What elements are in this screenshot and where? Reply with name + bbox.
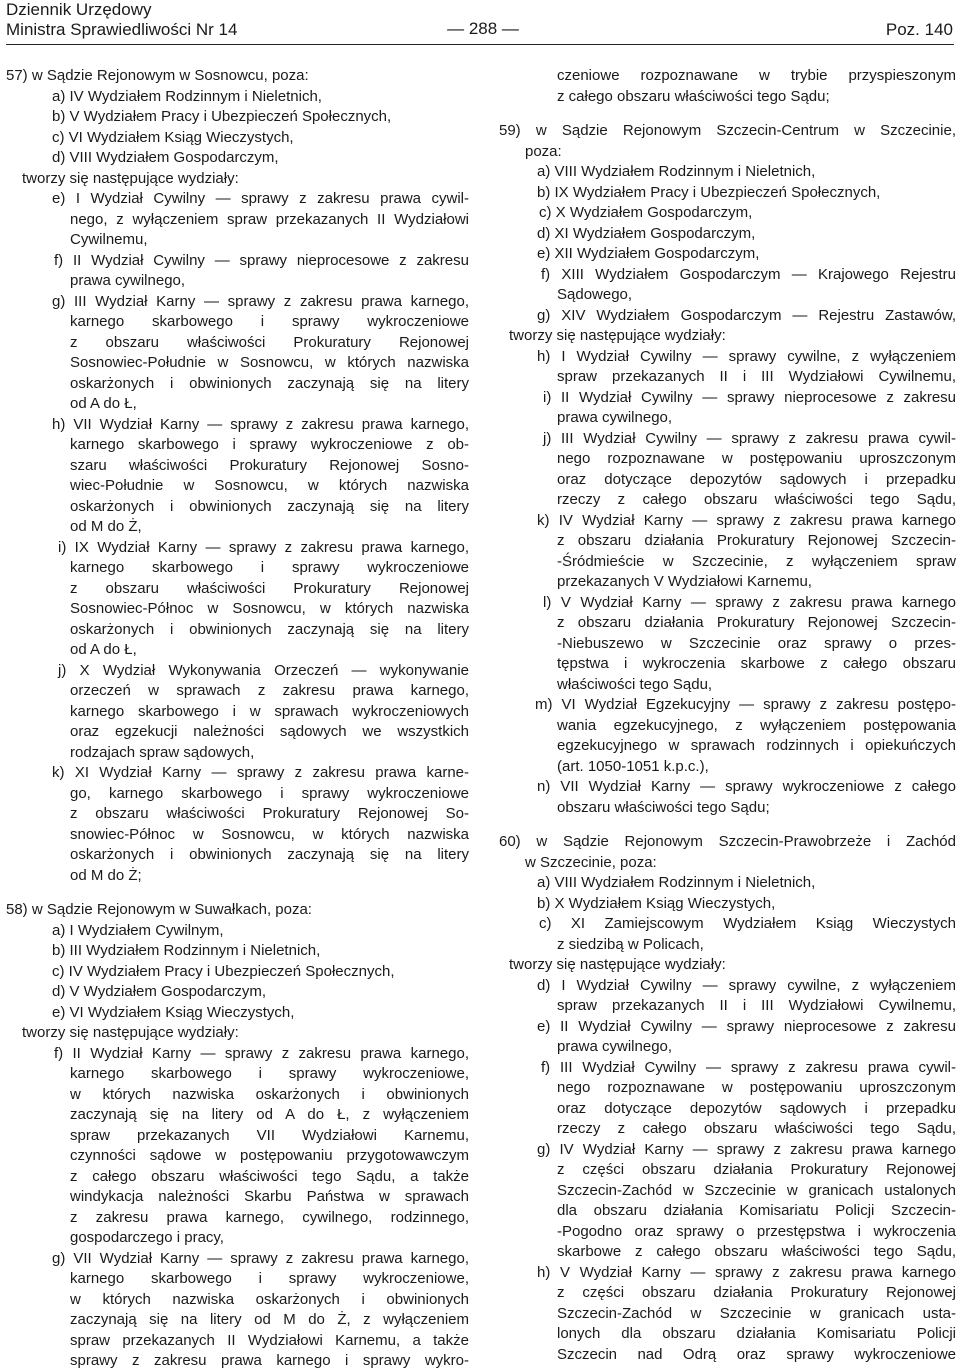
text-line: b) V Wydziałem Pracy i Ubezpieczeń Społecznych, [52, 108, 392, 125]
text-line: 60) w Sądzie Rejonowym Szczecin-Prawobrzeże i Zachód [499, 833, 956, 850]
text-line: karnego skarbowego i sprawy wykroczeniowe, [70, 1065, 469, 1082]
position-number: Poz. 140 [885, 20, 953, 39]
text-line: oraz egzekucji należności sądowych we wszystkich [70, 723, 469, 740]
text-line: windykacja należności Skarbu Państwa w sprawach [70, 1188, 469, 1205]
text-line: karnego skarbowego i sprawy wykroczeniowe [70, 313, 469, 330]
text-line: oraz dotyczące depozytów sądowych i przepadku [557, 470, 956, 488]
text-line: e) I Wydział Cywilny — sprawy z zakresu prawa cywil- [52, 190, 469, 207]
text-line: karnego skarbowego i w sprawach wykroczeniowych [70, 702, 469, 720]
right-column [491, 66, 956, 1365]
text-line: k) XI Wydział Karny — sprawy z zakresu prawa karne- [52, 764, 469, 781]
text-line: od A do Ł, [70, 641, 137, 658]
text-line: g) III Wydział Karny — sprawy z zakresu prawa karnego, [52, 292, 469, 310]
text-line: z siedzibą w Policach, [557, 935, 704, 953]
text-line: j) X Wydział Wykonywania Orzeczeń — wykonywanie [58, 661, 469, 679]
text-line: od M do Ż; [70, 866, 142, 884]
entry-58 [6, 900, 469, 1372]
text-line: obszaru właściwości tego Sądu; [557, 798, 770, 816]
text-line: d) V Wydziałem Gospodarczym, [52, 983, 267, 1000]
text-line: e) VI Wydziałem Ksiąg Wieczystych, [52, 1003, 295, 1021]
text-line: rzeczy z całego obszaru właściwości tego Sądu, [557, 1120, 956, 1137]
text-line: g) XIV Wydziałem Gospodarczym — Rejestru Zastawów, [537, 306, 956, 324]
text-line: właściwości tego Sądu, [557, 675, 713, 693]
header-rule [6, 44, 954, 45]
entry-57 [6, 66, 469, 886]
text-line: Szczecin nad Odrą oraz sprawy wykroczeniowe [557, 1345, 956, 1363]
text-line: Sosnowiec-Południe w Sosnowcu, w których nazwiska [70, 354, 469, 371]
text-line: a) VIII Wydziałem Rodzinnym i Nieletnich, [537, 874, 816, 891]
text-line: prawa cywilnego, [557, 1038, 673, 1055]
text-line: poza: [525, 142, 562, 160]
text-line: i) II Wydział Cywilny — sprawy nieprocesowe z zakresu [543, 388, 956, 406]
text-line: dla obszaru działania Komisariatu Policji Szczecin- [557, 1202, 956, 1219]
text-line: gospodarczego i pracy, [70, 1229, 224, 1246]
text-line: prawa cywilnego, [70, 272, 186, 289]
text-line: z części obszaru działania Prokuratury Rejonowej [557, 1161, 956, 1178]
text-line: e) XII Wydziałem Gospodarczym, [537, 245, 760, 262]
text-line: spraw przekazanych II Wydziałowi Karnemu, a także [70, 1331, 469, 1349]
page-number: — 288 — [447, 19, 519, 38]
text-line: tworzy się następujące wydziały: [22, 169, 239, 187]
text-line: Szczecin-Zachód w Szczecinie w granicach usta- [557, 1304, 956, 1322]
text-line: w Szczecinie, poza: [525, 853, 657, 871]
text-line: w których nazwiska oskarżonych i obwinionych [70, 1085, 469, 1103]
text-line: czeniowe rozpoznawane w trybie przyspieszonym [557, 67, 956, 84]
text-line: sprawy z zakresu prawa karnego i sprawy wykro- [70, 1352, 469, 1369]
text-line: karnego skarbowego i sprawy wykroczeniowe z ob- [70, 436, 469, 453]
text-line: i) IX Wydział Karny — sprawy z zakresu prawa karnego, [58, 538, 469, 556]
text-line: g) VII Wydział Karny — sprawy z zakresu prawa karnego, [52, 1249, 469, 1267]
text-line: zaczynają się na litery od M do Ż, z wyłączeniem [70, 1311, 469, 1328]
text-line: f) II Wydział Karny — sprawy z zakresu prawa karnego, [54, 1044, 469, 1062]
text-line: d) I Wydział Cywilny — sprawy cywilne, z wyłączeniem [537, 976, 956, 994]
text-line: g) IV Wydział Karny — sprawy z zakresu prawa karnego [537, 1140, 956, 1158]
text-line: orzeczeń w sprawach z zakresu prawa karnego, [70, 682, 469, 699]
text-line: z obszaru działania Prokuratury Rejonowej Szczecin- [557, 532, 956, 549]
text-line: oskarżonych i obwinionych zaczynają się na litery [70, 620, 469, 638]
text-line: z obszaru właściwości Prokuratury Rejonowej [70, 579, 469, 597]
text-line: Sosnowiec-Północ w Sosnowcu, w których nazwiska [70, 600, 469, 617]
text-line: karnego skarbowego i sprawy wykroczeniowe [70, 559, 469, 576]
text-line: snowiec-Północ w Sosnowcu, w których nazwiska [70, 825, 469, 843]
text-line: d) XI Wydziałem Gospodarczym, [537, 224, 756, 242]
text-line: m) VI Wydział Egzekucyjny — sprawy z zakresu postępo- [535, 696, 956, 713]
text-line: lonych dla obszaru działania Komisariatu Policji [557, 1325, 956, 1342]
text-line: f) III Wydział Cywilny — sprawy z zakresu prawa cywil- [541, 1058, 956, 1076]
left-column [6, 66, 469, 1372]
text-line: go, karnego skarbowego i sprawy wykroczeniowe [70, 784, 469, 802]
text-line: -Śródmieście w Szczecinie, z wyłączeniem spraw [557, 552, 956, 570]
text-line: spraw przekazanych II i III Wydziałowi Cywilnemu, [557, 997, 956, 1014]
text-line: -Pogodno oraz sprawy o przestępstwa i wykroczenia [557, 1222, 956, 1240]
text-line: prawa cywilnego, [557, 409, 673, 426]
text-line: e) II Wydział Cywilny — sprawy nieprocesowe z zakresu [537, 1017, 956, 1035]
text-line: od M do Ż, [70, 518, 142, 535]
text-line: spraw przekazanych VII Wydziałowi Karnemu, [70, 1126, 469, 1144]
text-line: h) VII Wydział Karny — sprawy z zakresu prawa karnego, [52, 415, 469, 433]
text-line: zaczynają się na litery od A do Ł, z wyłączeniem [70, 1106, 469, 1123]
text-line: c) XI Zamiejscowym Wydziałem Ksiąg Wieczystych [539, 915, 956, 932]
text-line: tępstwa i wykroczenia skarbowe z całego obszaru [557, 655, 956, 672]
text-line: z obszaru właściwości Prokuratury Rejonowej So- [70, 805, 469, 822]
entry-60 [491, 832, 956, 1365]
text-line: (art. 1050-1051 k.p.c.), [557, 757, 709, 775]
text-line: d) VIII Wydziałem Gospodarczym, [52, 149, 279, 166]
text-line: z części obszaru działania Prokuratury Rejonowej [557, 1284, 956, 1301]
text-line: Szczecin-Zachód w Szczecinie w granicach ustalonych [557, 1181, 956, 1199]
entry-58-cont [491, 66, 956, 107]
text-line: wiec-Południe w Sosnowcu, w których nazwiska [70, 477, 469, 494]
text-line: f) II Wydział Cywilny — sprawy nieprocesowe z zakresu [54, 251, 469, 269]
text-line: 58) w Sądzie Rejonowym w Suwałkach, poza: [6, 901, 312, 918]
text-line: c) VI Wydziałem Ksiąg Wieczystych, [52, 128, 294, 146]
text-line: j) III Wydział Cywilny — sprawy z zakresu prawa cywil- [543, 429, 956, 447]
text-line: 57) w Sądzie Rejonowym w Sosnowcu, poza: [6, 67, 309, 84]
text-line: rzeczy z całego obszaru właściwości tego Sądu, [557, 491, 956, 508]
text-line: -Niebuszewo w Szczecinie oraz sprawy o przes- [557, 634, 956, 652]
text-line: wania egzekucyjnego, z wyłączeniem postępowania [557, 716, 956, 734]
text-line: z całego obszaru właściwości tego Sądu; [557, 87, 830, 105]
text-line: a) VIII Wydziałem Rodzinnym i Nieletnich, [537, 163, 816, 180]
text-line: oskarżonych i obwinionych zaczynają się na litery [70, 846, 469, 863]
text-line: Cywilnemu, [70, 231, 148, 248]
text-line: w których nazwiska oskarżonych i obwinionych [70, 1290, 469, 1308]
text-line: l) V Wydział Karny — sprawy z zakresu prawa karnego [543, 593, 956, 611]
text-line: z całego obszaru właściwości tego Sądu, a także [70, 1167, 469, 1185]
text-line: n) VII Wydział Karny — sprawy wykroczeniowe z całego [537, 778, 956, 795]
text-line: a) IV Wydziałem Rodzinnym i Nieletnich, [52, 87, 322, 105]
text-line: egzekucyjnego w sprawach rodzinnych i opiekuńczych [557, 737, 956, 754]
text-line: przekazanych V Wydziałowi Karnemu, [557, 573, 812, 590]
text-line: h) V Wydział Karny — sprawy z zakresu prawa karnego [537, 1263, 956, 1281]
entry-59 [491, 121, 956, 818]
text-line: 59) w Sądzie Rejonowym Szczecin-Centrum w Szczecinie, [499, 122, 956, 139]
journal-title: Dziennik Urzędowy [6, 0, 152, 19]
text-line: Sądowego, [557, 286, 633, 303]
text-line: nego rozpoznawane w postępowaniu uproszczonym [557, 450, 956, 467]
text-line: b) III Wydziałem Rodzinnym i Nieletnich, [52, 942, 321, 959]
text-line: z obszaru działania Prokuratury Rejonowej Szczecin- [557, 614, 956, 631]
page-header [0, 0, 960, 48]
text-line: szaru właściwości Prokuratury Rejonowej Sosno- [70, 456, 469, 474]
text-line: od A do Ł, [70, 395, 137, 412]
text-line: z zakresu prawa karnego, cywilnego, rodzinnego, [70, 1208, 469, 1226]
text-line: oskarżonych i obwinionych zaczynają się na litery [70, 374, 469, 392]
text-line: skarbowe z całego obszaru właściwości tego Sądu, [557, 1243, 956, 1260]
text-line: oraz dotyczące depozytów sądowych i przepadku [557, 1099, 956, 1117]
text-line: a) I Wydziałem Cywilnym, [52, 921, 224, 939]
text-line: spraw przekazanych II i III Wydziałowi Cywilnemu, [557, 368, 956, 385]
text-line: b) X Wydziałem Ksiąg Wieczystych, [537, 894, 776, 912]
text-line: tworzy się następujące wydziały: [509, 327, 726, 344]
text-line: c) X Wydziałem Gospodarczym, [539, 204, 753, 221]
text-line: nego, z wyłączeniem spraw przekazanych II Wydziałowi [70, 210, 469, 228]
text-line: h) I Wydział Cywilny — sprawy cywilne, z wyłączeniem [537, 347, 956, 365]
text-line: rodzajach spraw sądowych, [70, 743, 255, 761]
text-line: oskarżonych i obwinionych zaczynają się na litery [70, 497, 469, 515]
text-line: b) IX Wydziałem Pracy i Ubezpieczeń Społecznych, [537, 183, 881, 201]
text-line: tworzy się następujące wydziały: [22, 1024, 239, 1041]
text-line: c) IV Wydziałem Pracy i Ubezpieczeń Społecznych, [52, 962, 395, 980]
text-line: nego rozpoznawane w postępowaniu uproszczonym [557, 1079, 956, 1096]
text-line: f) XIII Wydziałem Gospodarczym — Krajowego Rejestru [541, 265, 956, 283]
text-line: czynności sądowe w postępowaniu przygotowawczym [70, 1147, 469, 1164]
text-line: k) IV Wydział Karny — sprawy z zakresu prawa karnego [537, 511, 956, 529]
ministry-issue: Ministra Sprawiedliwości Nr 14 [6, 20, 238, 39]
text-line: z obszaru właściwości Prokuratury Rejonowej [70, 333, 469, 351]
text-line: tworzy się następujące wydziały: [509, 956, 726, 973]
text-line: karnego skarbowego i sprawy wykroczeniowe, [70, 1270, 469, 1287]
